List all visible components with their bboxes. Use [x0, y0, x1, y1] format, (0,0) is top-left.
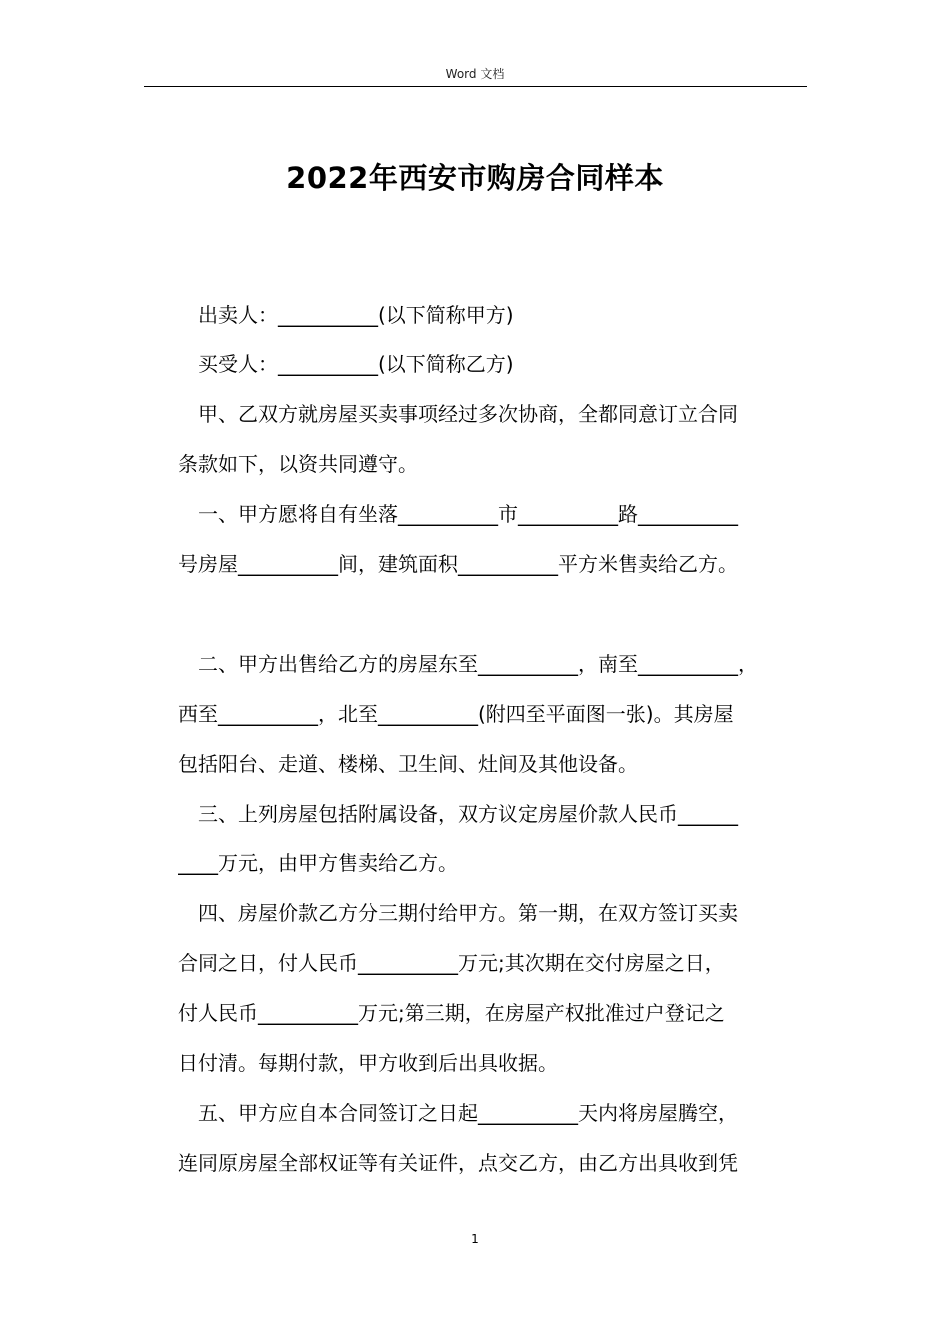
- clause-5-line-2: 连同原房屋全部权证等有关证件，点交乙方，由乙方出具收到凭: [178, 1151, 738, 1175]
- seller-line: 出卖人：__________(以下简称甲方): [198, 303, 514, 327]
- preamble-line-1: 甲、乙双方就房屋买卖事项经过多次协商，全都同意订立合同: [198, 402, 738, 426]
- clause-4-line-4: 日付清。每期付款，甲方收到后出具收据。: [178, 1051, 558, 1075]
- clause-3-line-1: 三、上列房屋包括附属设备，双方议定房屋价款人民币______: [198, 802, 738, 826]
- clause-2-line-1: 二、甲方出售给乙方的房屋东至__________，南至__________，: [198, 652, 758, 676]
- clause-1-line-2: 号房屋__________间，建筑面积__________平方米售卖给乙方。: [178, 552, 738, 576]
- clause-3-line-2: ____万元，由甲方售卖给乙方。: [178, 851, 458, 875]
- preamble-line-2: 条款如下，以资共同遵守。: [178, 452, 418, 476]
- clause-2-line-3: 包括阳台、走道、楼梯、卫生间、灶间及其他设备。: [178, 752, 638, 776]
- clause-4-line-2: 合同之日，付人民币__________万元;其次期在交付房屋之日，: [178, 951, 725, 975]
- document-title: 2022年西安市购房合同样本: [286, 161, 664, 195]
- clause-4-line-1: 四、房屋价款乙方分三期付给甲方。第一期，在双方签订买卖: [198, 901, 738, 925]
- header-rule: [144, 86, 807, 87]
- clause-2-line-2: 西至__________，北至__________(附四至平面图一张)。其房屋: [178, 702, 734, 726]
- clause-4-line-3: 付人民币__________万元;第三期，在房屋产权批准过户登记之: [178, 1001, 725, 1025]
- page-header-label: Word 文档: [445, 67, 505, 81]
- page-number: 1: [471, 1232, 479, 1246]
- clause-1-line-1: 一、甲方愿将自有坐落__________市__________路__________: [198, 502, 738, 526]
- buyer-line: 买受人：__________(以下简称乙方): [198, 352, 514, 376]
- clause-5-line-1: 五、甲方应自本合同签订之日起__________天内将房屋腾空，: [198, 1101, 738, 1125]
